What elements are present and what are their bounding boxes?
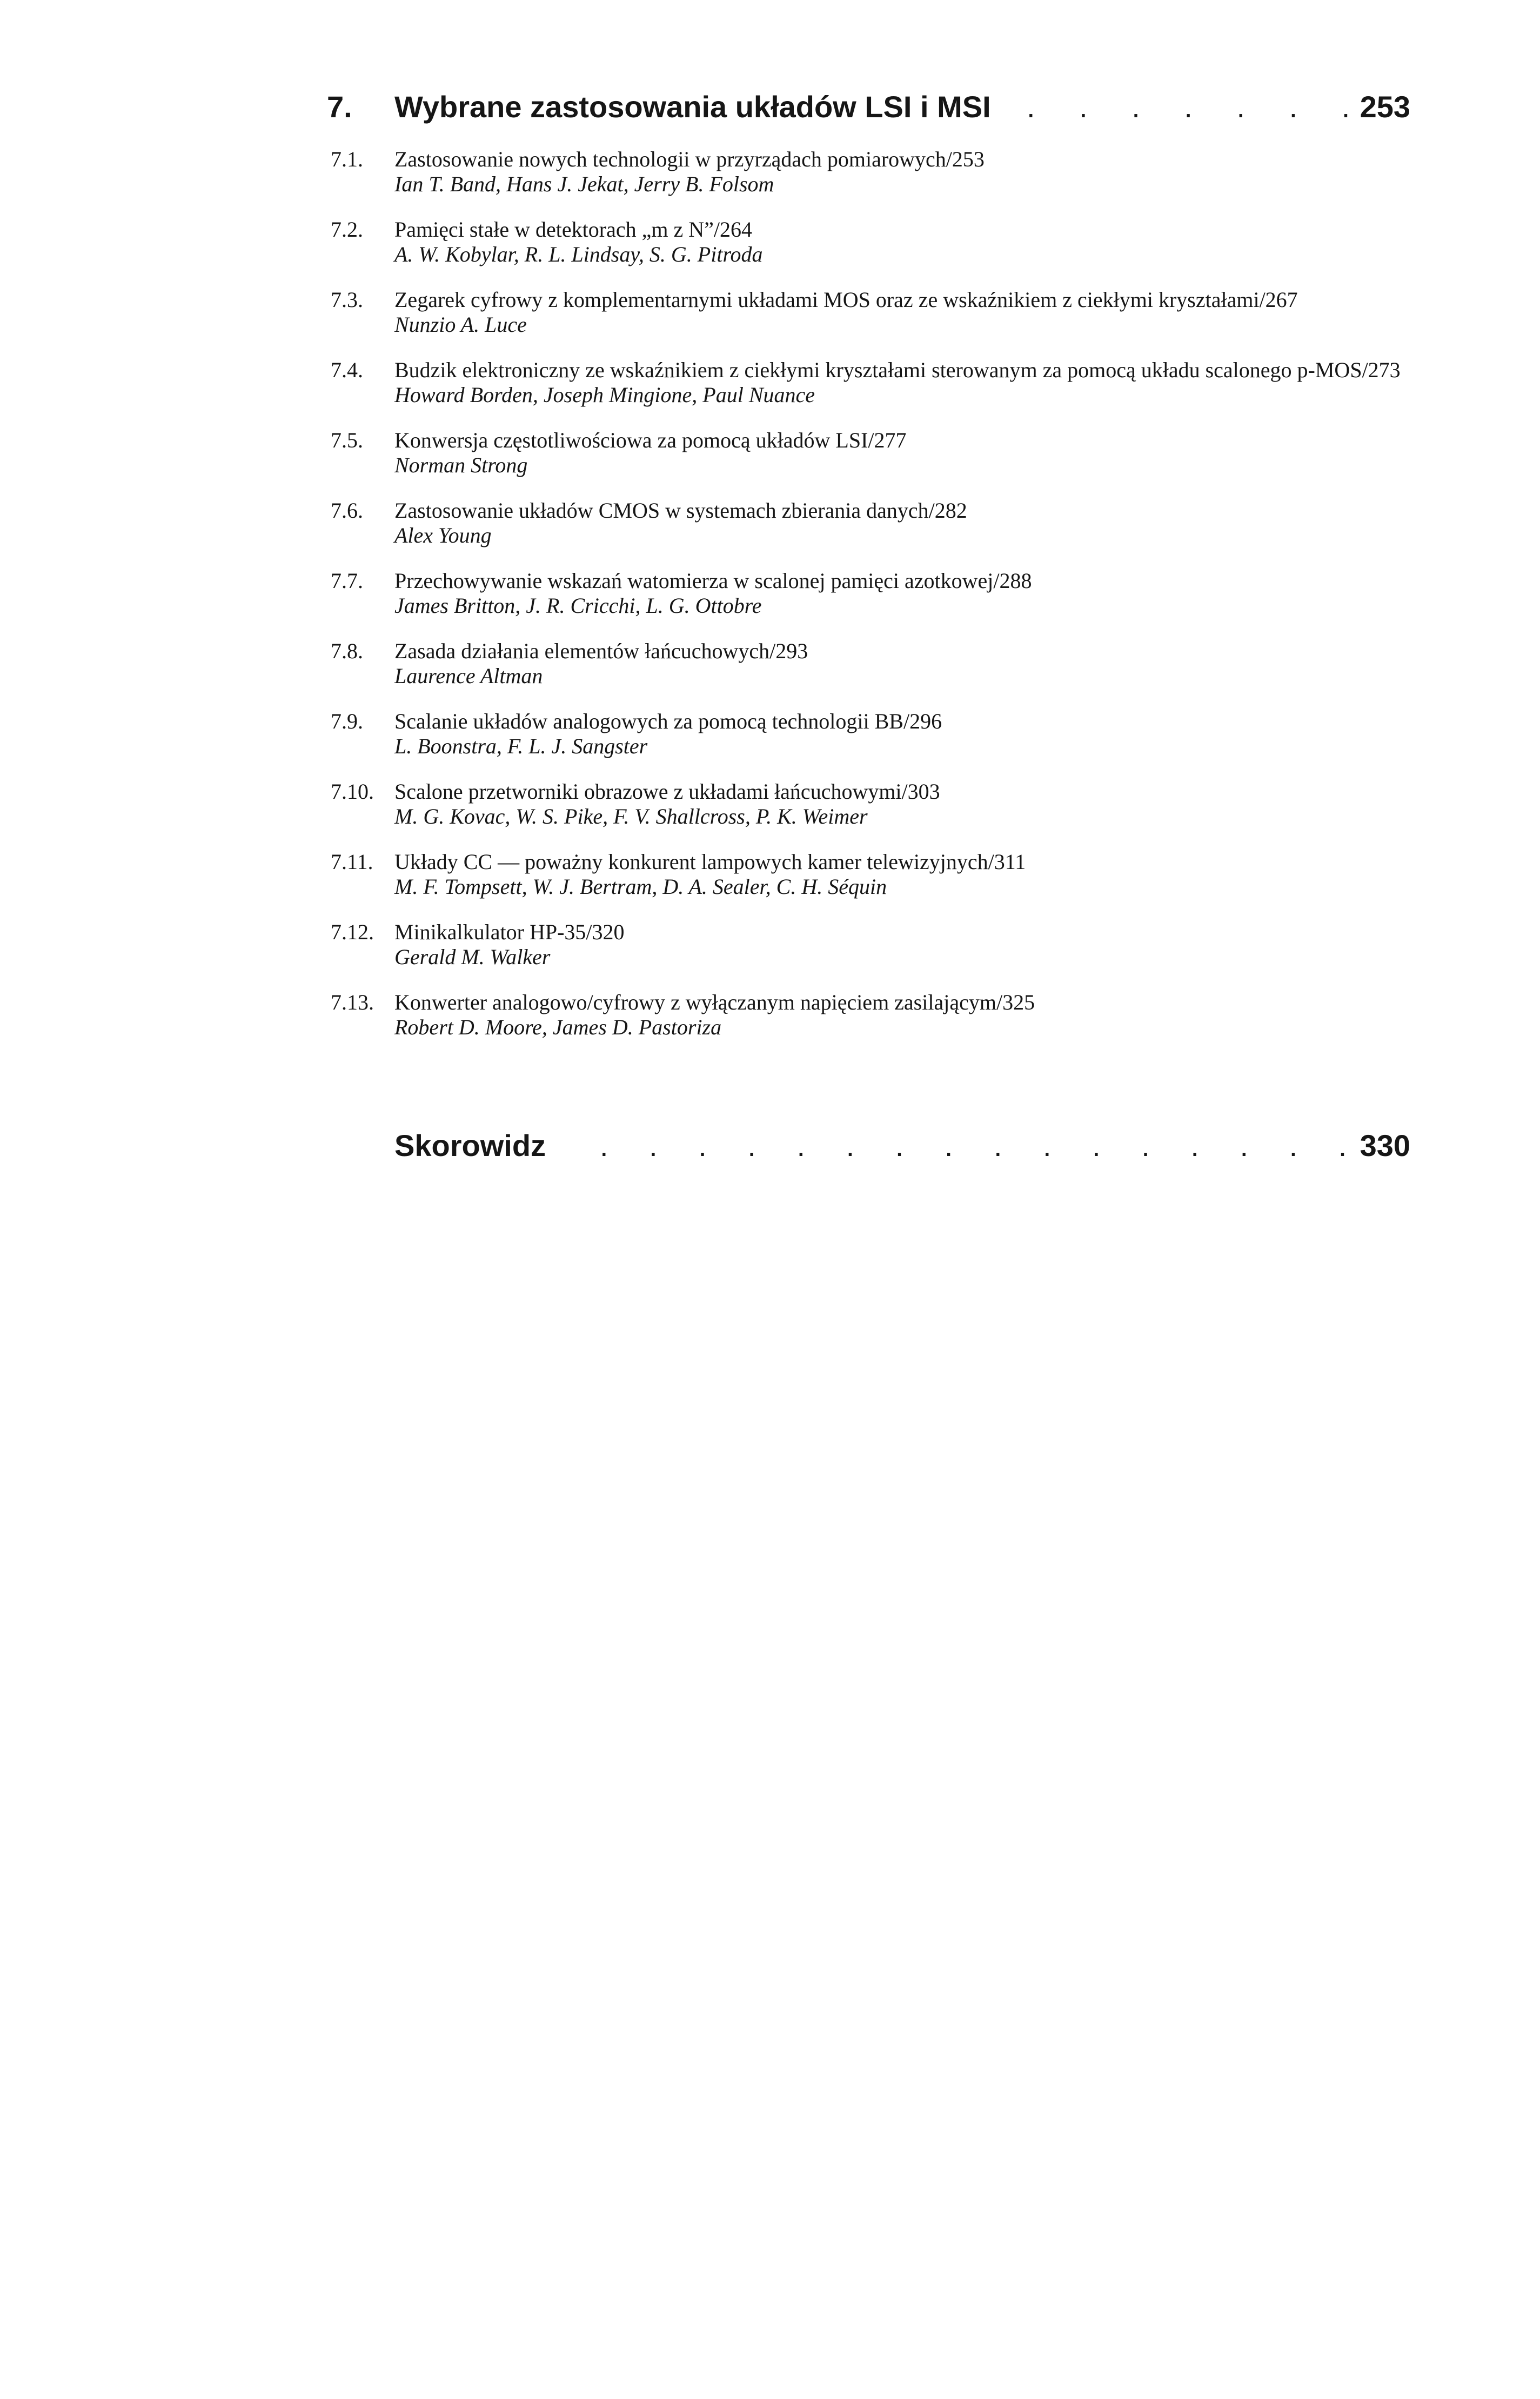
entry-number: 7.1.: [331, 147, 363, 171]
entry-number: 7.11.: [331, 850, 373, 874]
entry-body: [394, 217, 1411, 267]
entry-authors: M. F. Tompsett, W. J. Bertram, D. A. Sealer, C. H. Séquin: [394, 874, 887, 899]
entry-authors: M. G. Kovac, W. S. Pike, F. V. Shallcross, P. K. Weimer: [394, 804, 868, 828]
entry-title: Przechowywanie wskazań watomierza w scalonej pamięci azotkowej/288: [394, 569, 1032, 593]
entry-number: 7.3.: [331, 288, 363, 312]
entry-body: [394, 569, 1411, 618]
toc-entry: [331, 358, 1411, 407]
entry-number: 7.8.: [331, 639, 363, 663]
chapter-heading: [327, 85, 1410, 129]
entry-authors: Laurence Altman: [394, 664, 543, 688]
entry-authors: James Britton, J. R. Cricchi, L. G. Ottobre: [394, 593, 762, 618]
entry-title: Scalanie układów analogowych za pomocą technologii BB/296: [394, 709, 942, 733]
entry-title: Budzik elektroniczny ze wskaźnikiem z ciekłymi kryształami sterowanym za pomocą układu scalonego p-MOS/273: [394, 358, 1401, 382]
toc-entry: [331, 428, 1411, 478]
index-heading: [394, 1124, 1410, 1167]
index-title: Skorowidz: [394, 1128, 546, 1162]
toc-entry: [331, 920, 1411, 970]
entry-authors: Alex Young: [394, 523, 492, 547]
toc-entry-list: [331, 147, 1411, 1060]
toc-entry: [331, 498, 1411, 548]
chapter-number: 7.: [327, 90, 352, 124]
entry-authors: Howard Borden, Joseph Mingione, Paul Nuance: [394, 383, 815, 407]
entry-title: Pamięci stałe w detektorach „m z N”/264: [394, 217, 752, 242]
entry-body: [394, 709, 1411, 759]
entry-body: [394, 990, 1411, 1040]
toc-entry: [331, 288, 1411, 337]
toc-entry: [331, 569, 1411, 618]
entry-body: [394, 498, 1411, 548]
entry-authors: Ian T. Band, Hans J. Jekat, Jerry B. Folsom: [394, 172, 774, 196]
entry-title: Scalone przetworniki obrazowe z układami łańcuchowymi/303: [394, 779, 940, 804]
entry-title: Minikalkulator HP-35/320: [394, 920, 625, 944]
entry-authors: Norman Strong: [394, 453, 528, 477]
entry-title: Zegarek cyfrowy z komplementarnymi układami MOS oraz ze wskaźnikiem z ciekłymi kryształami/267: [394, 288, 1298, 312]
entry-number: 7.12.: [331, 920, 374, 944]
entry-number: 7.10.: [331, 779, 374, 804]
entry-number: 7.4.: [331, 358, 363, 382]
entry-number: 7.5.: [331, 428, 363, 452]
entry-body: [394, 639, 1411, 689]
entry-authors: Robert D. Moore, James D. Pastoriza: [394, 1015, 722, 1039]
toc-entry: [331, 709, 1411, 759]
entry-body: [394, 779, 1411, 829]
entry-title: Zasada działania elementów łańcuchowych/293: [394, 639, 808, 663]
entry-title: Zastosowanie nowych technologii w przyrządach pomiarowych/253: [394, 147, 985, 171]
index-dot-leader: . . . . . . . . . . . . . . . .: [600, 1128, 1363, 1162]
toc-entry: [331, 990, 1411, 1040]
chapter-title: Wybrane zastosowania układów LSI i MSI: [394, 90, 991, 124]
entry-number: 7.2.: [331, 217, 363, 242]
entry-number: 7.6.: [331, 498, 363, 523]
entry-body: [394, 147, 1411, 197]
entry-number: 7.7.: [331, 569, 363, 593]
toc-entry: [331, 850, 1411, 899]
index-page-number: 330: [1360, 1128, 1410, 1162]
entry-authors: A. W. Kobylar, R. L. Lindsay, S. G. Pitroda: [394, 242, 763, 266]
chapter-page-number: 253: [1360, 90, 1410, 124]
entry-title: Konwersja częstotliwościowa za pomocą układów LSI/277: [394, 428, 907, 452]
entry-authors: Nunzio A. Luce: [394, 312, 527, 337]
entry-number: 7.13.: [331, 990, 374, 1014]
chapter-dot-leader: . . . . . . .: [1027, 90, 1368, 124]
toc-entry: [331, 147, 1411, 197]
entry-body: [394, 850, 1411, 899]
toc-entry: [331, 217, 1411, 267]
entry-body: [394, 288, 1411, 337]
entry-body: [394, 920, 1411, 970]
entry-body: [394, 358, 1411, 407]
entry-title: Zastosowanie układów CMOS w systemach zbierania danych/282: [394, 498, 967, 523]
entry-authors: L. Boonstra, F. L. J. Sangster: [394, 734, 648, 758]
entry-number: 7.9.: [331, 709, 363, 733]
toc-entry: [331, 639, 1411, 689]
entry-title: Konwerter analogowo/cyfrowy z wyłączanym napięciem zasilającym/325: [394, 990, 1035, 1014]
entry-title: Układy CC — poważny konkurent lampowych kamer telewizyjnych/311: [394, 850, 1026, 874]
entry-body: [394, 428, 1411, 478]
entry-authors: Gerald M. Walker: [394, 945, 551, 969]
toc-entry: [331, 779, 1411, 829]
